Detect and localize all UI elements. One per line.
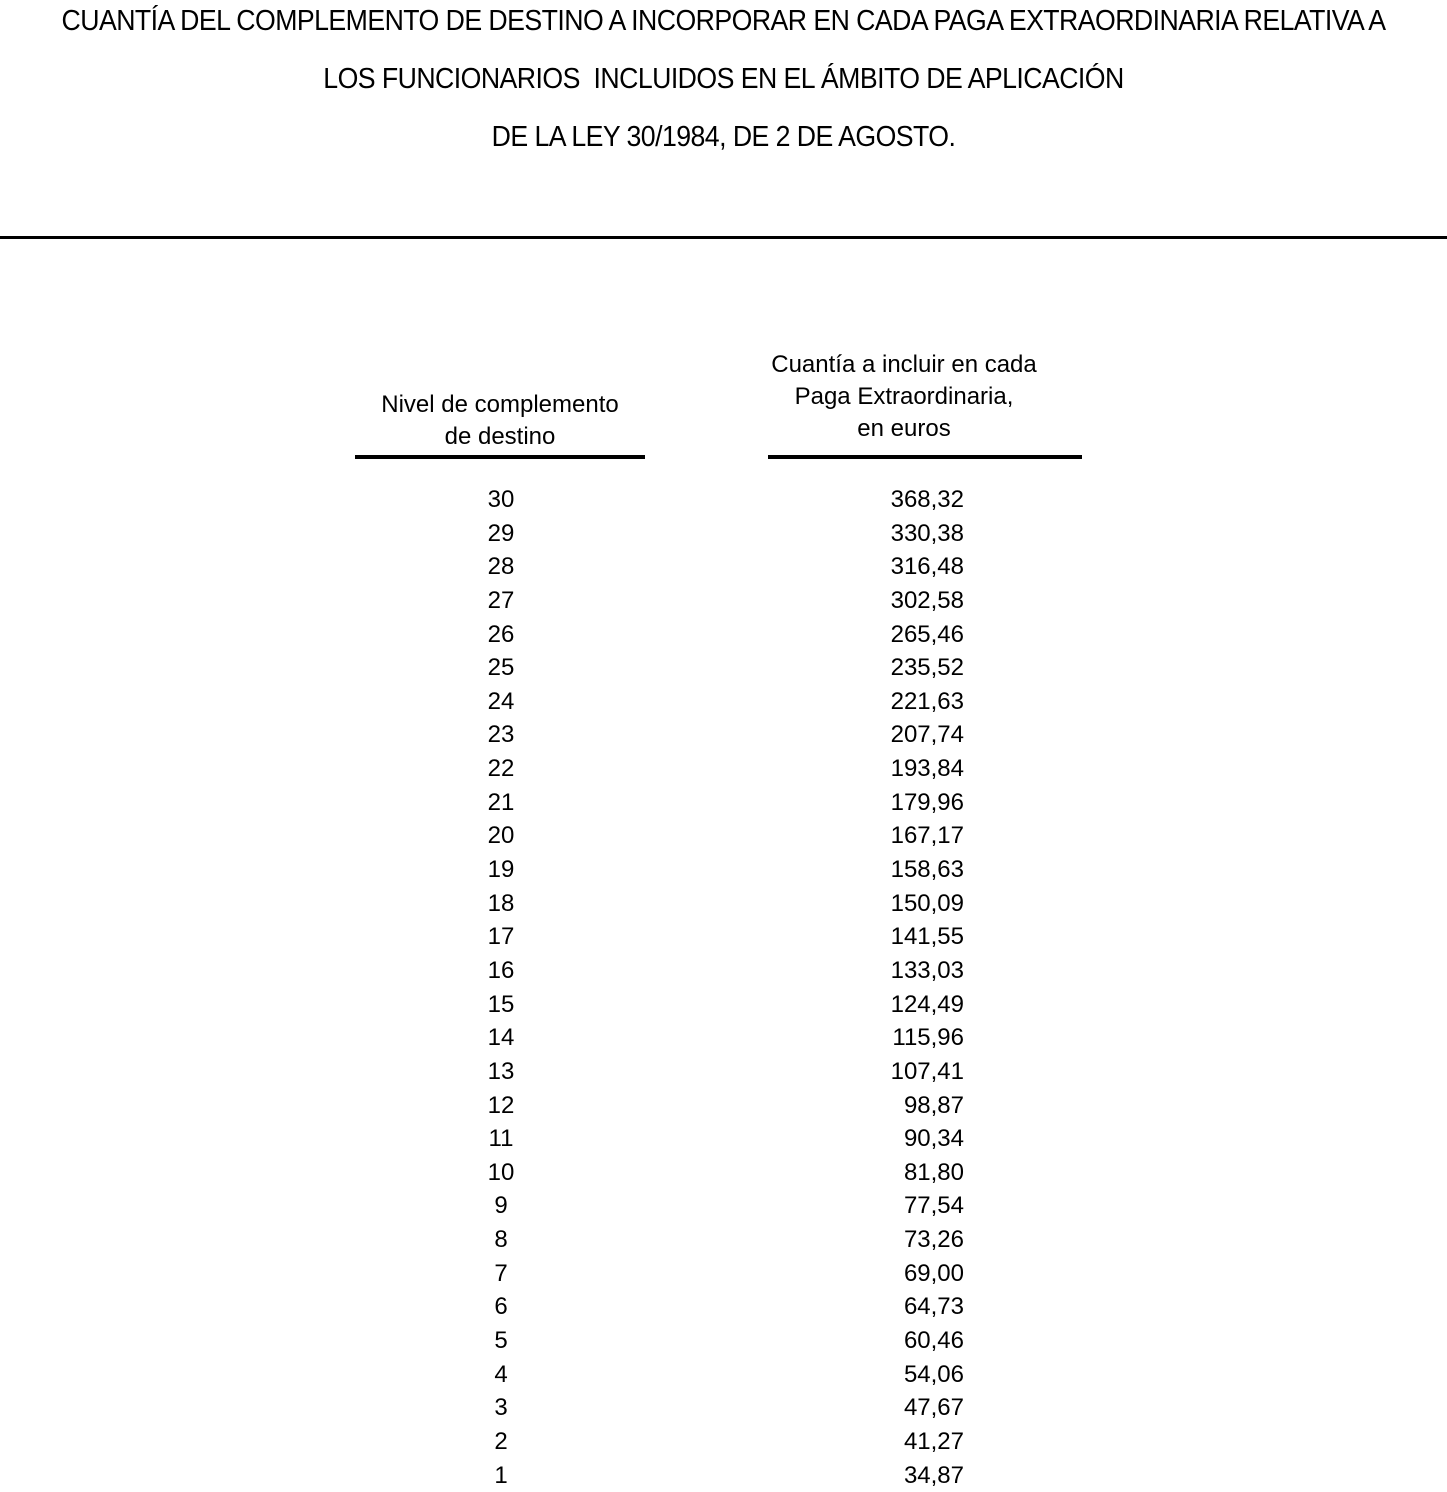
level-cell: 4 [494, 1360, 508, 1388]
table-row [0, 1459, 1447, 1492]
amount-cell: 141,55 [890, 923, 964, 951]
amount-cell: 368,32 [890, 486, 964, 513]
amount-cell: 179,96 [890, 788, 964, 816]
document-title-line-1: CUANTÍA DEL COMPLEMENTO DE DESTINO A INCORPORAR EN CADA PAGA EXTRAORDINARIA RELATIVA A [61, 5, 1386, 37]
amount-cell: 107,41 [890, 1057, 964, 1085]
amount-cell: 81,80 [903, 1158, 964, 1186]
level-cell: 17 [487, 923, 515, 951]
amount-cell: 69,00 [903, 1259, 964, 1287]
table-row [0, 1223, 1447, 1257]
document-title-line-3: DE LA LEY 30/1984, DE 2 DE AGOSTO. [491, 121, 956, 153]
column-header-level-underline [355, 455, 645, 459]
table-row [0, 651, 1447, 685]
column-header-amount [754, 349, 1054, 445]
amount-cell: 133,03 [890, 956, 964, 984]
amount-cell: 41,27 [903, 1427, 964, 1455]
table-row [0, 1257, 1447, 1291]
column-header-amount-line: Cuantía a incluir en cada [771, 351, 1037, 378]
table-row [0, 1156, 1447, 1190]
table-body [0, 483, 1447, 1492]
table-row [0, 752, 1447, 786]
table-row [0, 718, 1447, 752]
table-row [0, 1425, 1447, 1459]
table-row [0, 584, 1447, 618]
table-row [0, 618, 1447, 652]
amount-cell: 193,84 [890, 755, 964, 783]
level-cell: 18 [487, 889, 515, 917]
table-row [0, 1122, 1447, 1156]
level-cell: 27 [487, 586, 515, 614]
level-cell: 25 [487, 654, 515, 682]
amount-cell: 90,34 [903, 1125, 964, 1153]
level-cell: 3 [494, 1394, 508, 1422]
column-header-level-line: de destino [444, 423, 556, 450]
table-row [0, 1391, 1447, 1425]
table-row [0, 954, 1447, 988]
level-cell: 7 [494, 1259, 508, 1287]
level-cell: 1 [494, 1461, 508, 1489]
level-cell: 11 [488, 1125, 514, 1153]
column-header-amount-line: en euros [857, 415, 951, 442]
amount-cell: 265,46 [890, 620, 964, 648]
amount-cell: 221,63 [890, 687, 964, 715]
table-row [0, 1021, 1447, 1055]
level-cell: 22 [487, 755, 515, 783]
level-cell: 6 [494, 1293, 508, 1321]
level-cell: 13 [487, 1057, 515, 1085]
table-row [0, 550, 1447, 584]
amount-cell: 167,17 [890, 822, 964, 850]
amount-cell: 77,54 [903, 1192, 964, 1220]
amount-cell: 316,48 [890, 553, 964, 581]
table-row [0, 887, 1447, 921]
amount-cell: 302,58 [890, 586, 964, 614]
amount-cell: 150,09 [890, 889, 964, 917]
amount-cell: 60,46 [903, 1327, 964, 1355]
level-cell: 10 [487, 1158, 515, 1186]
table-row [0, 1290, 1447, 1324]
level-cell: 21 [487, 788, 515, 816]
amount-cell: 124,49 [890, 990, 964, 1018]
table-row [0, 819, 1447, 853]
amount-cell: 330,38 [890, 519, 964, 547]
table-row [0, 1358, 1447, 1392]
table-row [0, 920, 1447, 954]
amount-cell: 64,73 [903, 1293, 964, 1321]
level-cell: 15 [487, 990, 515, 1018]
amount-cell: 34,87 [903, 1461, 964, 1489]
level-cell: 30 [487, 486, 515, 513]
amount-cell: 54,06 [903, 1360, 964, 1388]
level-cell: 26 [487, 620, 515, 648]
level-cell: 9 [494, 1192, 508, 1220]
level-cell: 24 [487, 687, 515, 715]
amount-cell: 158,63 [890, 856, 964, 884]
level-cell: 5 [494, 1327, 508, 1355]
level-cell: 2 [494, 1427, 508, 1455]
table-row [0, 517, 1447, 551]
level-cell: 28 [487, 553, 515, 581]
table-row [0, 1189, 1447, 1223]
table-row [0, 988, 1447, 1022]
amount-cell: 47,67 [903, 1394, 964, 1422]
amount-cell: 207,74 [890, 721, 964, 749]
level-cell: 14 [487, 1024, 515, 1052]
column-header-level-line: Nivel de complemento [381, 391, 619, 418]
document-title-line-2: LOS FUNCIONARIOS INCLUIDOS EN EL ÁMBITO DE APLICACIÓN [323, 63, 1124, 95]
table-row [0, 1324, 1447, 1358]
level-cell: 12 [487, 1091, 515, 1119]
table-row [0, 1055, 1447, 1089]
table-row [0, 685, 1447, 719]
title-divider [0, 236, 1447, 239]
level-cell: 23 [487, 721, 515, 749]
amount-cell: 73,26 [903, 1226, 964, 1254]
column-header-amount-line: Paga Extraordinaria, [794, 383, 1014, 410]
level-cell: 16 [487, 956, 515, 984]
amount-cell: 98,87 [903, 1091, 964, 1119]
table-row [0, 1089, 1447, 1123]
level-cell: 8 [494, 1226, 508, 1254]
table-row [0, 786, 1447, 820]
column-header-amount-underline [768, 455, 1082, 459]
amount-cell: 235,52 [890, 654, 964, 682]
level-cell: 29 [487, 519, 515, 547]
table-row [0, 483, 1447, 517]
level-cell: 20 [487, 822, 515, 850]
amount-cell: 115,96 [892, 1024, 964, 1052]
level-cell: 19 [487, 856, 515, 884]
table-row [0, 853, 1447, 887]
column-header-level [355, 389, 645, 453]
